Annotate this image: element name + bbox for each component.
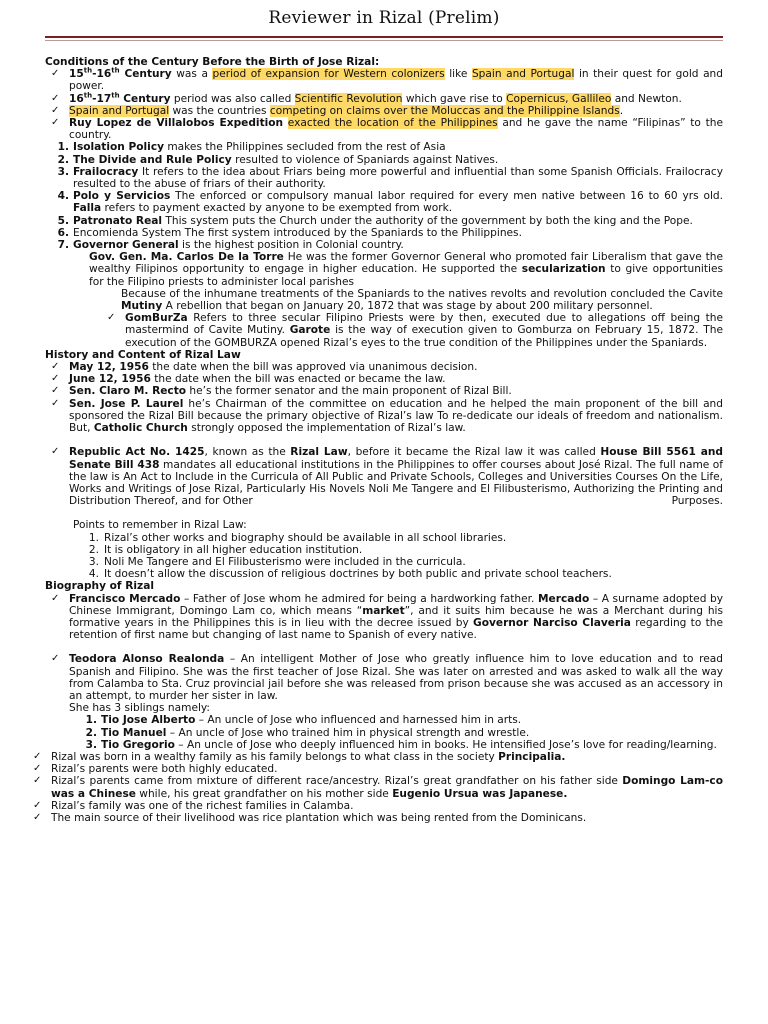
bullet-fact: ✓ Rizal’s parents came from mixture of different race/ancestry. Rizal’s great grandfather on his father side Domingo Lam-co was a Chinese while, his great grandfather on his mother side Eugenio Ursua was Japanese. — [27, 775, 723, 799]
highlight: Spain and Portugal — [471, 68, 575, 81]
check-icon: ✓ — [51, 92, 60, 104]
bullet-fact: ✓ The main source of their livelihood was rice plantation which was being rented from the Dominicans. — [27, 812, 723, 824]
bullet-15th-century: ✓ 15th-16th Century was a period of expansion for Western colonizers like Spain and Portugal in their quest for gold and power. — [45, 68, 723, 92]
section-heading-rizal-law: History and Content of Rizal Law — [45, 348, 241, 361]
bullet-16th-century: ✓ 16th-17th Century period was also called Scientific Revolution which gave rise to Copernicus, Gallileo and Newton. — [45, 93, 723, 105]
title-rule — [45, 36, 723, 38]
list-item: 1. Isolation Policy makes the Philippines secluded from the rest of Asia — [57, 141, 446, 154]
list-item: 2. The Divide and Rule Policy resulted to violence of Spaniards against Natives. — [57, 153, 499, 166]
check-icon: ✓ — [51, 446, 60, 458]
list-item: 4. Polo y Servicios The enforced or compulsory manual labor required for every men native between 16 to 60 yrs old. Falla refers to payment exacted by anyone to be exempted from work. — [57, 190, 723, 215]
check-icon: ✓ — [107, 312, 116, 324]
check-icon: ✓ — [51, 397, 60, 409]
bullet-laurel: ✓ Sen. Jose P. Laurel he’s Chairman of the committee on education and he helped the main proponent of the bill and sponsored the Rizal Bill because the primary objective of Rizal’s law To re-dedicate our ideals of freedom and nationalism. But, Catholic Church strongly opposed the implementation of Rizal’s law. — [45, 398, 723, 435]
check-icon: ✓ — [33, 811, 42, 823]
highlight: competing on claims over the Moluccas and the Philippine Islands — [269, 104, 620, 117]
bullet-date: ✓ May 12, 1956 the date when the bill was approved via unanimous decision. — [45, 361, 723, 373]
list-item: 1. Tio Jose Alberto – An uncle of Jose who influenced and harnessed him in arts. — [85, 714, 522, 727]
bullet-fact: ✓ Rizal’s family was one of the richest families in Calamba. — [27, 800, 723, 812]
document-body — [33, 56, 724, 824]
list-item: 5. Patronato Real This system puts the Church under the authority of the government by both the king and the Pope. — [57, 214, 693, 227]
bullet-republic-act: ✓ Republic Act No. 1425, known as the Rizal Law, before it became the Rizal law it was called House Bill 5561 and Senate Bill 438 mandates all educational institutions in the Philippines to offer courses about José Rizal. The full name of the law is An Act to Include in the Curricula of All Public and Private Schools, Colleges and Universities Courses On the Life, Works and Writings of Jose Rizal, Particularly His Novels Noli Me Tangere and El Filibusterismo, Authorizing the Printing and Distribution Thereof, and for Other Purposes. — [45, 446, 723, 507]
highlight: exacted the location of the Philippines — [287, 117, 498, 130]
list-item: 2. It is obligatory in all higher education institution. — [88, 543, 363, 556]
check-icon: ✓ — [33, 799, 42, 811]
list-item: 1. Rizal’s other works and biography should be available in all school libraries. — [88, 531, 507, 544]
highlight: Spain and Portugal — [69, 104, 170, 117]
check-icon: ✓ — [51, 104, 60, 116]
check-icon: ✓ — [51, 653, 60, 665]
section-heading-biography: Biography of Rizal — [45, 580, 154, 593]
list-item: 3. Noli Me Tangere and El Filibusterismo were included in the curricula. — [88, 555, 466, 568]
check-icon: ✓ — [51, 592, 60, 604]
check-icon: ✓ — [33, 763, 42, 775]
list-item: 6. Encomienda System The first system introduced by the Spaniards to the Philippines. — [57, 226, 522, 239]
check-icon: ✓ — [33, 750, 42, 762]
title-rule-thin — [45, 40, 723, 41]
bullet-villalobos: ✓ Ruy Lopez de Villalobos Expedition exacted the location of the Philippines and he gave the name “Filipinas” to the country. — [45, 117, 723, 141]
page-title: Reviewer in Rizal (Prelim) — [268, 8, 500, 28]
paragraph-cavite-mutiny: Because of the inhumane treatments of the Spaniards to the natives revolts and revolution concluded the Cavite Mutiny A rebellion that began on January 20, 1872 that was stage by about 200 military personnel. — [121, 287, 723, 313]
bullet-recto: ✓ Sen. Claro M. Recto he’s the former senator and the main proponent of Rizal Bill. — [45, 385, 723, 397]
list-item: 3. Tio Gregorio – An uncle of Jose who deeply influenced him in books. He intensified Jose’s love for reading/learning. — [85, 738, 717, 751]
check-icon: ✓ — [51, 385, 60, 397]
list-item: 2. Tio Manuel – An uncle of Jose who trained him in physical strength and wrestle. — [85, 726, 530, 739]
paragraph-de-la-torre: Gov. Gen. Ma. Carlos De la Torre He was the former Governor General who promoted fair Liberalism that gave the wealthy Filipinos opportunity to engage in higher education. He supported the secularization to give opportunities for the Filipino priests to administer local parishes — [89, 251, 723, 288]
bullet-teodora: ✓ Teodora Alonso Realonda – An intelligent Mother of Jose who greatly influence him to love education and to read Spanish and Filipino. She was the first teacher of Jose Rizal. She was later on arrested and was asked to walk all the way from Calamba to Sta. Cruz provincial jail before she was released from prison because she was accused as an accessory in an attempt, to murder her sister in law. She has 3 siblings namely: — [45, 653, 723, 714]
highlight: Scientific Revolution — [294, 92, 403, 105]
bullet-francisco: ✓ Francisco Mercado – Father of Jose whom he admired for being a hardworking father. Mercado – A surname adopted by Chinese Immigrant, Domingo Lam co, which means “market”, and it suits him because he was a Merchant during his formative years in the Philippines this is in lieu with the decree issued by Governor Narciso Claveria regarding to the retention of first name but changing of last name to Spanish of every native. — [45, 593, 723, 642]
bullet-date: ✓ June 12, 1956 the date when the bill was enacted or became the law. — [45, 373, 723, 385]
check-icon: ✓ — [51, 68, 60, 80]
check-icon: ✓ — [51, 361, 60, 373]
highlight: Copernicus, Gallileo — [506, 92, 612, 105]
bullet-gomburza: ✓ GomBurZa Refers to three secular Filipino Priests were by then, executed due to allegations off being the mastermind of Cavite Mutiny. Garote is the way of execution given to Gomburza on February 15, 1872. The execution of the GOMBURZA opened Rizal’s eyes to the true condition of the Philippines under the Spaniards. — [101, 312, 723, 349]
list-item: 4. It doesn’t allow the discussion of religious doctrines by both public and private school teachers. — [88, 568, 612, 581]
highlight: period of expansion for Western colonizers — [212, 68, 445, 81]
bullet-spain-portugal: ✓ Spain and Portugal was the countries competing on claims over the Moluccas and the Philippine Islands. — [45, 105, 723, 117]
bullet-fact: ✓ Rizal was born in a wealthy family as his family belongs to what class in the society Principalia. — [27, 751, 723, 763]
list-item: 3. Frailocracy It refers to the idea about Friars being more powerful and influential than some Spanish Officials. Frailocracy resulted to the abuse of friars of their authority. — [57, 165, 723, 191]
check-icon: ✓ — [51, 117, 60, 129]
points-heading: Points to remember in Rizal Law: — [73, 519, 247, 532]
list-item: 7. Governor General is the highest position in Colonial country. — [57, 239, 404, 252]
section-heading-conditions: Conditions of the Century Before the Birth of Jose Rizal: — [45, 56, 380, 68]
check-icon: ✓ — [33, 775, 42, 787]
bullet-fact: ✓ Rizal’s parents were both highly educated. — [27, 763, 723, 775]
check-icon: ✓ — [51, 373, 60, 385]
